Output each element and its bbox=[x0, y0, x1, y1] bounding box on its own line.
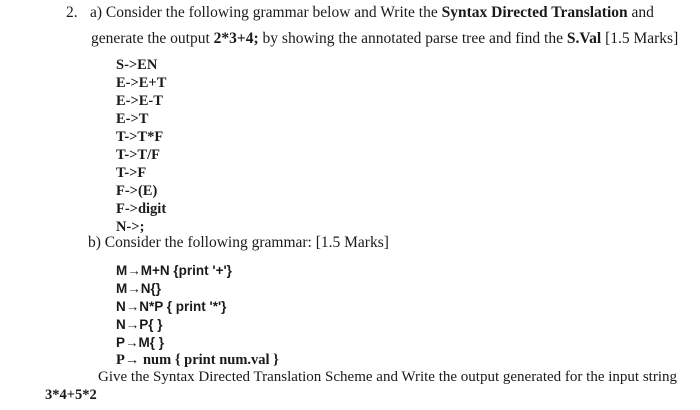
part-b-intro: b) Consider the following grammar: [1.5 Marks] bbox=[88, 234, 389, 251]
part-a-line-1-tail: and bbox=[627, 4, 654, 21]
part-a-line-1 bbox=[90, 4, 654, 22]
part-a-line-2-text: generate the output bbox=[91, 30, 214, 47]
part-a-marks: [1.5 Marks] bbox=[601, 30, 679, 47]
grammar-production: F->(E) bbox=[116, 183, 158, 199]
part-a-line-1-bold: Syntax Directed Translation bbox=[441, 4, 628, 21]
grammar-production: E->T bbox=[116, 111, 149, 127]
question-number: 2. bbox=[66, 4, 78, 21]
grammar-production: T->F bbox=[116, 165, 147, 181]
grammar-production: E->E+T bbox=[116, 75, 167, 91]
part-a-line-2-mid: by showing the annotated parse tree and find the bbox=[258, 30, 567, 47]
grammar-production: N->; bbox=[116, 219, 145, 235]
grammar-production: E->E-T bbox=[116, 93, 163, 109]
sdt-rule: M→M+N {print '+'} bbox=[116, 263, 232, 278]
part-a-line-1-text: a) Consider the following grammar below and Write the bbox=[90, 4, 442, 21]
sdt-rule: N→N*P { print '*'} bbox=[116, 299, 227, 314]
grammar-production: F->digit bbox=[116, 201, 167, 217]
sdt-rule: P→M{ } bbox=[116, 335, 165, 350]
sdt-rule: M→N{} bbox=[116, 281, 162, 296]
part-a-expression: 2*3+4; bbox=[213, 30, 259, 47]
sdt-rule: N→P{ } bbox=[116, 317, 163, 332]
grammar-production: T->T*F bbox=[116, 129, 164, 145]
input-string: 3*4+5*2 bbox=[45, 387, 97, 403]
part-a-line-2 bbox=[91, 30, 678, 48]
sdt-rule-last: P→ num { print num.val } bbox=[116, 352, 279, 368]
part-b-instruction: Give the Syntax Directed Translation Scheme and Write the output generated for the input string bbox=[98, 369, 677, 385]
grammar-production: S->EN bbox=[116, 57, 158, 73]
grammar-production: T->T/F bbox=[116, 147, 160, 163]
part-a-sval: S.Val bbox=[566, 30, 602, 47]
